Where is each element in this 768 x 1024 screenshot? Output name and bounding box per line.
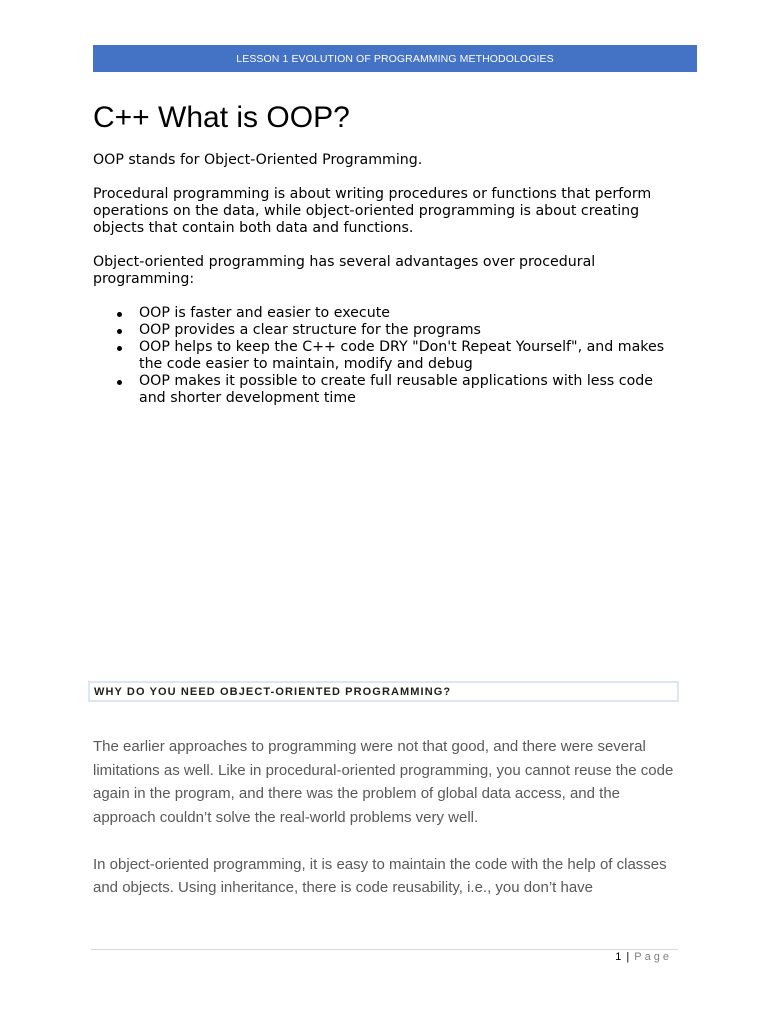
intro-paragraph: Procedural programming is about writing procedures or functions that perform operations on the data, while object-oriented programming is about creating objects that contain both data and functions. — [93, 186, 652, 236]
list-item: OOP helps to keep the C++ code DRY "Don't Repeat Yourself", and makes the code easier to maintain, modify and debug — [139, 339, 683, 373]
header-bar — [93, 45, 697, 72]
page-title: C++ What is OOP? — [93, 101, 350, 134]
section-heading-box — [88, 681, 679, 702]
page-separator: | — [626, 951, 630, 963]
section-paragraph: The earlier approaches to programming were not that good, and there were several limitations as well. Like in procedural-oriented programming, you cannot reuse the code again in the program, and there was the problem of global data access, and the approach couldn’t solve the real-world problems very well. — [93, 738, 674, 826]
intro-paragraph: OOP stands for Object-Oriented Programming. — [93, 152, 423, 168]
advantages-list — [93, 305, 683, 407]
intro-paragraph: Object-oriented programming has several advantages over procedural programming: — [93, 254, 596, 287]
page-footer — [560, 951, 672, 963]
list-item: OOP makes it possible to create full reusable applications with less code and shorter development time — [139, 373, 683, 407]
header-text: LESSON 1 EVOLUTION OF PROGRAMMING METHODOLOGIES — [236, 53, 554, 65]
section-body — [93, 735, 683, 923]
footer-divider — [91, 949, 678, 950]
page-number: 1 — [615, 951, 622, 963]
intro-content — [93, 152, 683, 407]
list-item: OOP is faster and easier to execute — [139, 305, 683, 322]
page-label: Page — [634, 951, 672, 963]
section-paragraph: In object-oriented programming, it is easy to maintain the code with the help of classes and objects. Using inheritance, there is code reusability, i.e., you don’t have — [93, 855, 667, 896]
section-heading: WHY DO YOU NEED OBJECT-ORIENTED PROGRAMMING? — [94, 685, 452, 698]
list-item: OOP provides a clear structure for the programs — [139, 322, 683, 339]
